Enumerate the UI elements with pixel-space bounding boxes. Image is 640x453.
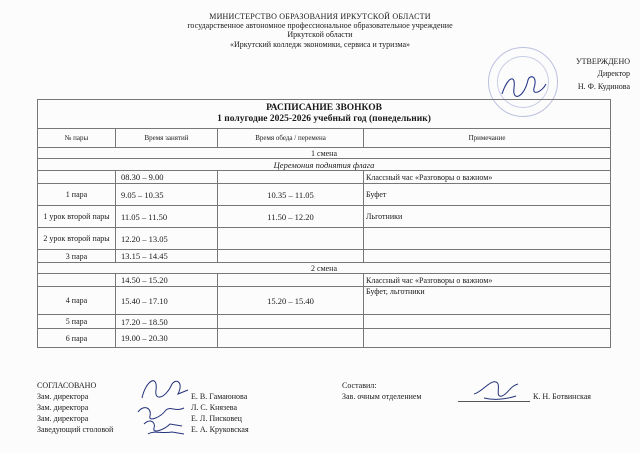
- table-row: [38, 228, 611, 250]
- agreed-name-2: Л. С. Князева: [191, 403, 237, 412]
- table-row: [38, 206, 611, 228]
- class-time: 17.20 – 18.50: [116, 315, 218, 329]
- break-time: [218, 171, 364, 184]
- composed-position: Зав. очным отделением: [342, 392, 422, 401]
- composed-name: К. Н. Ботвинская: [533, 392, 591, 401]
- ceremony-label: Церемония поднятия флага: [38, 159, 611, 171]
- agreed-position-1: Зам. директора: [37, 392, 89, 401]
- break-time: [218, 228, 364, 250]
- composed-signature: [470, 374, 522, 404]
- pair-number: 3 пара: [38, 250, 116, 263]
- class-time: 14.50 – 15.20: [116, 274, 218, 287]
- approval-label: УТВЕРЖДЕНО: [575, 57, 630, 66]
- break-time: 11.50 – 12.20: [218, 206, 364, 228]
- break-time: [218, 315, 364, 329]
- institution-region: Иркутской области: [287, 30, 353, 39]
- table-row: [38, 329, 611, 348]
- table-row: [38, 184, 611, 206]
- table-row: [38, 274, 611, 287]
- agreed-signatures: [132, 368, 194, 440]
- pair-number: 2 урок второй пары: [38, 228, 116, 250]
- agreed-position-3: Зам. директора: [37, 414, 89, 423]
- break-time: [218, 329, 364, 348]
- agreed-label: СОГЛАСОВАНО: [37, 381, 97, 390]
- class-time: 13.15 – 14.45: [116, 250, 218, 263]
- class-time: 08.30 – 9.00: [116, 171, 218, 184]
- ministry-header: МИНИСТЕРСТВО ОБРАЗОВАНИЯ ИРКУТСКОЙ ОБЛАСТИ: [209, 12, 431, 21]
- pair-number: [38, 171, 116, 184]
- note: Классный час «Разговоры о важном»: [364, 171, 611, 184]
- agreed-position-2: Зам. директора: [37, 403, 89, 412]
- pair-number: [38, 274, 116, 287]
- note: [364, 329, 611, 348]
- shift1-label: 1 смена: [38, 148, 611, 159]
- break-time: [218, 250, 364, 263]
- note: Буфет, льготники: [364, 287, 611, 315]
- approval-position: Директор: [597, 69, 630, 78]
- pair-number: 6 пара: [38, 329, 116, 348]
- column-header-note: Примечание: [364, 129, 611, 148]
- schedule-subtitle: 1 полугодие 2025-2026 учебный год (понедельник): [217, 114, 431, 124]
- note: [364, 250, 611, 263]
- table-row: [38, 287, 611, 315]
- institution-type: государственное автономное профессиональное образовательное учреждение: [187, 21, 453, 30]
- pair-number: 5 пара: [38, 315, 116, 329]
- note: Классный час «Разговоры о важном»: [364, 274, 611, 287]
- class-time: 9.05 – 10.35: [116, 184, 218, 206]
- class-time: 19.00 – 20.30: [116, 329, 218, 348]
- pair-number: 4 пара: [38, 287, 116, 315]
- pair-number: 1 пара: [38, 184, 116, 206]
- composed-label: Составил:: [342, 381, 377, 390]
- column-header-break: Время обеда / перемена: [218, 129, 364, 148]
- table-row: [38, 315, 611, 329]
- table-row: [38, 171, 611, 184]
- column-header-number: № пары: [38, 129, 116, 148]
- note: Льготники: [364, 206, 611, 228]
- approval-name: Н. Ф. Кудинова: [577, 82, 630, 91]
- shift2-label: 2 смена: [38, 263, 611, 274]
- pair-number: 1 урок второй пары: [38, 206, 116, 228]
- agreed-name-3: Е. Л. Писковец: [191, 414, 242, 423]
- institution-name: «Иркутский колледж экономики, сервиса и туризма»: [229, 40, 411, 49]
- break-time: 15.20 – 15.40: [218, 287, 364, 315]
- class-time: 12.20 – 13.05: [116, 228, 218, 250]
- agreed-name-4: Е. А. Круковская: [191, 425, 249, 434]
- break-time: [218, 274, 364, 287]
- note: Буфет: [364, 184, 611, 206]
- break-time: 10.35 – 11.05: [218, 184, 364, 206]
- schedule-title-cell: [38, 100, 611, 129]
- class-time: 11.05 – 11.50: [116, 206, 218, 228]
- column-header-time: Время занятий: [116, 129, 218, 148]
- note: [364, 315, 611, 329]
- schedule-title: РАСПИСАНИЕ ЗВОНКОВ: [266, 103, 382, 113]
- table-row: [38, 250, 611, 263]
- schedule-table: [37, 99, 611, 348]
- agreed-position-4: Заведующий столовой: [37, 425, 114, 434]
- note: [364, 228, 611, 250]
- class-time: 15.40 – 17.10: [116, 287, 218, 315]
- agreed-name-1: Е. В. Гамаюнова: [191, 392, 248, 401]
